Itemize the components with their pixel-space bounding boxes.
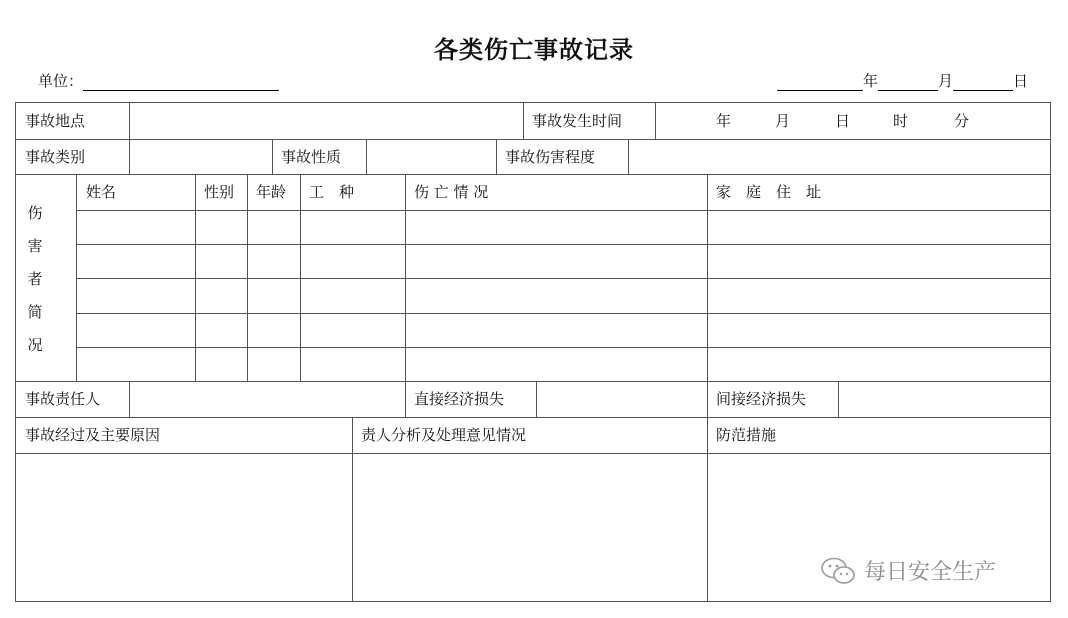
location-label: 事故地点 [25,112,86,130]
page-title: 各类伤亡事故记录 [434,35,634,64]
month-label: 月 [937,72,953,90]
handling-label: 责人分析及处理意见情况 [361,426,527,444]
side-char: 者 [27,270,43,288]
row-divider [76,210,1050,211]
row-divider [76,278,1050,279]
col-divider [129,381,130,417]
col-header-status: 伤 亡 情 况 [414,183,489,201]
col-divider [300,174,301,381]
nature-label: 事故性质 [281,148,342,166]
time-month-label: 月 [775,112,791,130]
col-divider [628,139,629,174]
col-divider [536,381,537,417]
row-divider [76,244,1050,245]
day-blank[interactable] [953,74,1013,91]
side-char: 简 [27,303,43,321]
responsible-person-label: 事故责任人 [25,390,101,408]
col-divider [405,381,406,417]
watermark-text: 每日安全生产 [864,560,997,585]
row-divider [76,313,1050,314]
row-divider [16,453,1050,454]
col-header-gender: 性别 [204,183,235,201]
watermark [820,555,996,586]
col-divider [496,139,497,174]
row-divider [76,347,1050,348]
process-label: 事故经过及主要原因 [25,426,161,444]
victims-side-label [25,197,45,362]
wechat-icon [820,556,856,586]
side-char: 况 [27,336,43,354]
type-label: 事故类别 [25,148,86,166]
direct-loss-label: 直接经济损失 [414,390,505,408]
row-divider [16,174,1050,175]
time-hour-label: 时 [893,112,909,130]
time-day-label: 日 [835,112,851,130]
col-divider [707,417,708,601]
col-divider [129,139,130,174]
col-divider [655,103,656,139]
col-header-name: 姓名 [86,183,117,201]
col-divider [707,381,708,417]
col-divider [366,139,367,174]
day-label: 日 [1012,72,1028,90]
col-header-age: 年龄 [256,183,287,201]
col-divider [247,174,248,381]
side-char: 伤 [27,204,43,222]
time-label: 事故发生时间 [532,112,623,130]
time-minute-label: 分 [954,112,970,130]
col-divider [352,417,353,601]
col-divider [129,103,130,139]
date-field [777,70,1028,91]
col-divider [76,174,77,381]
unit-field [38,70,279,91]
time-year-label: 年 [716,112,732,130]
unit-blank[interactable] [83,74,279,91]
row-divider [16,139,1050,140]
month-blank[interactable] [878,74,938,91]
col-divider [195,174,196,381]
row-divider [16,417,1050,418]
col-divider [838,381,839,417]
prevention-label: 防范措施 [716,426,777,444]
accident-record-table [15,102,1051,602]
year-label: 年 [862,72,878,90]
col-divider [272,139,273,174]
unit-label: 单位： [38,72,84,90]
row-divider [16,381,1050,382]
severity-label: 事故伤害程度 [505,148,596,166]
col-divider [707,174,708,381]
col-divider [523,103,524,139]
indirect-loss-label: 间接经济损失 [716,390,807,408]
col-divider [405,174,406,381]
col-header-address: 家 庭 住 址 [716,183,822,201]
side-char: 害 [27,237,43,255]
year-blank[interactable] [777,74,863,91]
col-header-job: 工 种 [309,183,355,201]
